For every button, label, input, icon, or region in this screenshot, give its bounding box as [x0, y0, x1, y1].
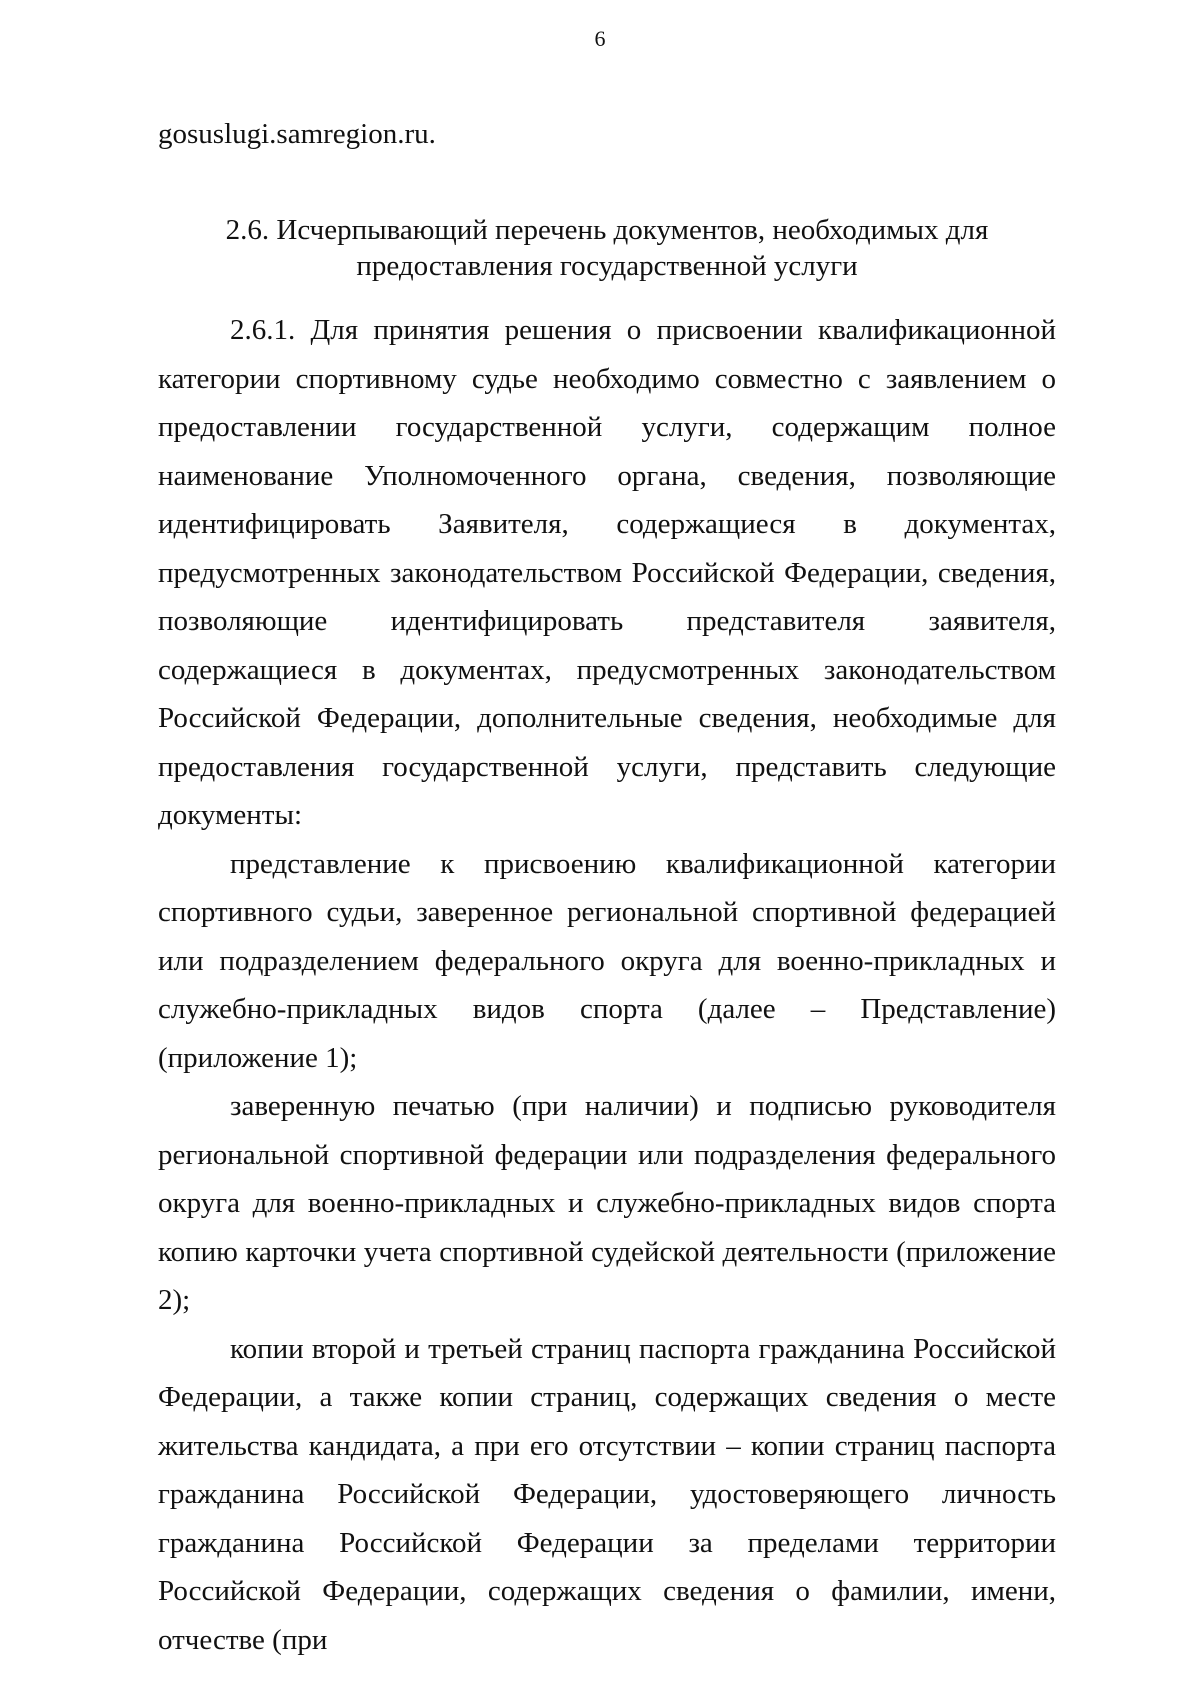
section-heading-line-2: предоставления государственной услуги: [356, 250, 858, 282]
section-heading-line-1: 2.6. Исчерпывающий перечень документов, необходимых для: [225, 214, 989, 246]
section-heading: [158, 212, 1056, 284]
body-text: [158, 306, 1056, 1664]
paragraph-passport-copies: копии второй и третьей страниц паспорта гражданина Российской Федерации, а также копии страниц, содержащих сведения о месте жительства кандидата, а при его отсутствии – копии страниц паспорта гражданина Российской Федерации, удостоверяющего личность гражданина Российской Федерации за пределами территории Российской Федерации, содержащих сведения о фамилии, имени, отчестве (при: [158, 1332, 1056, 1656]
paragraph-referee-card-copy: заверенную печатью (при наличии) и подписью руководителя региональной спортивной федерации или подразделения федерального округа для военно-прикладных и служебно-прикладных видов спорта копию карточки учета спортивной судейской деятельности (приложение 2);: [158, 1090, 1056, 1316]
page-number: 6: [594, 26, 606, 51]
paragraph-2-6-1: 2.6.1. Для принятия решения о присвоении квалификационной категории спортивному судье необходимо совместно с заявлением о предоставлении государственной услуги, содержащим полное наименование Уполномоченного органа, сведения, позволяющие идентифицировать Заявителя, содержащиеся в документах, предусмотренных законодательством Российской Федерации, сведения, позволяющие идентифицировать представителя заявителя, содержащиеся в документах, предусмотренных законодательством Российской Федерации, дополнительные сведения, необходимые для предоставления государственной услуги, представить следующие документы:: [158, 314, 1056, 831]
paragraph-submission: представление к присвоению квалификационной категории спортивного судьи, заверенное региональной спортивной федерацией или подразделением федерального округа для военно-прикладных и служебно-прикладных видов спорта (далее – Представление) (приложение 1);: [158, 847, 1056, 1074]
url-line: gosuslugi.samregion.ru.: [158, 118, 436, 150]
